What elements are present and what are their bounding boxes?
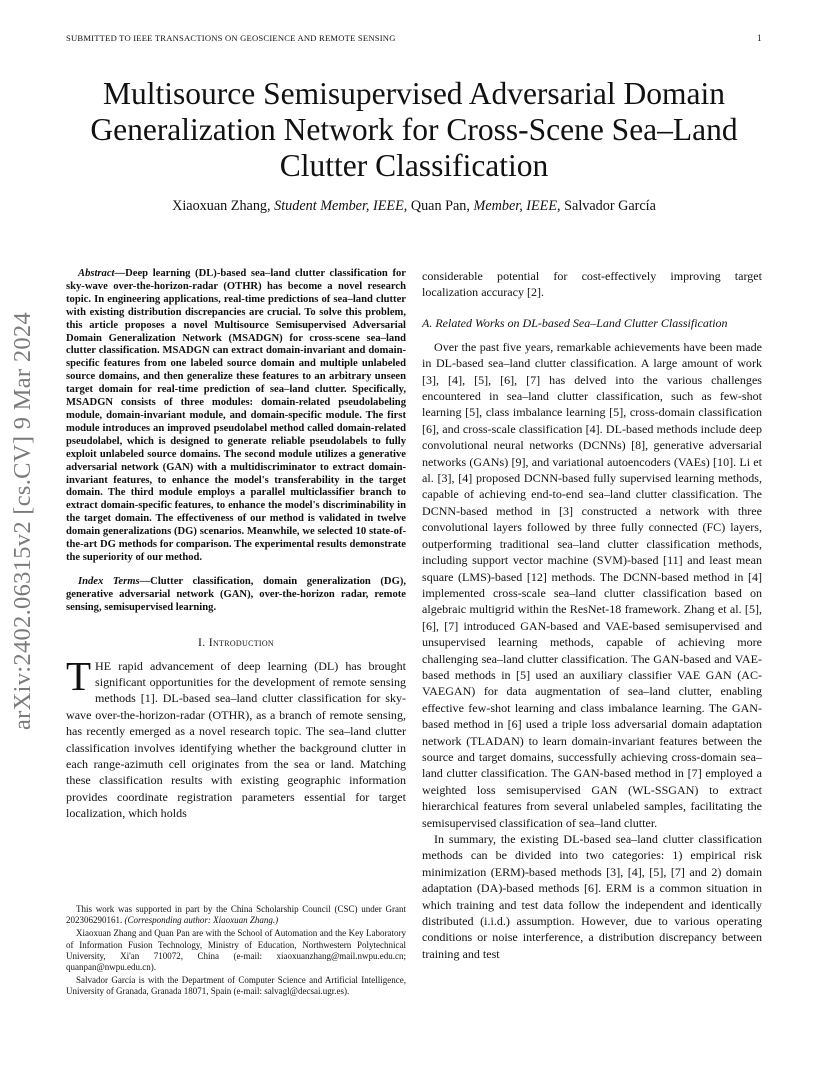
footnote-affiliation-1: Xiaoxuan Zhang and Quan Pan are with the School of Automation and the Key Laboratory of Information Fusion Technology, Ministry of Education, Northwestern Polytechnical University, Xi'an 710072, China (e-mail: xiaoxuanzhang@mail.nwpu.edu.cn; quanpan@nwpu.edu.cn). — [66, 928, 406, 973]
intro-continuation: considerable potential for cost-effectively improving target localization accuracy [2]. — [422, 269, 762, 300]
footnote-affiliation-2: Salvador García is with the Department of Computer Science and Artificial Intelligence, University of Granada, Granada 18071, Spain (e-mail: salvagl@decsai.ugr.es). — [66, 975, 406, 997]
index-terms — [66, 576, 406, 615]
footnotes — [66, 904, 406, 1000]
abstract-text: —Deep learning (DL)-based sea–land clutter classification for sky-wave over-the-horizon-radar (OTHR) has become a novel research topic. In engineering applications, real-time predictions of sea–land clutter with existing distribution discrepancies are crucial. To solve this problem, this article proposes a novel Multisource Semisupervised Adversarial Domain Generalization Network (MSADGN) for cross-scene sea–land clutter classification. MSADGN can extract domain-invariant and domain-specific features from one labeled source domain and multiple unlabeled source domains, and then generalize these features to an arbitrary unseen target domain for real-time prediction of sea–land clutter. Specifically, MSADGN consists of three modules: domain-related pseudolabeling module, domain-invariant module, and domain-specific module. The first module introduces an improved pseudolabel method called domain-related pseudolabel, which is designed to generate reliable pseudolabels to fully exploit unlabeled source domains. The second module utilizes a generative adversarial network (GAN) with a multidiscriminator to extract domain-invariant features, to enhance the model's transferability in the target domain. The third module employs a parallel multiclassifier branch to extract domain-specific features, to enhance the model's discriminability in the target domain. The effectiveness of our method is validated in twelve domain generalizations (DG) scenarios. Meanwhile, we selected 10 state-of-the-art DG methods for comparison. The experimental results demonstrate the superiority of our method. — [66, 268, 406, 563]
running-head: SUBMITTED TO IEEE TRANSACTIONS ON GEOSCIENCE AND REMOTE SENSING — [66, 33, 396, 43]
author-line — [60, 198, 768, 215]
related-works-paragraph-2: In summary, the existing DL-based sea–land clutter classification methods can be divided into two categories: 1) empirical risk minimization (ERM)-based methods [3], [4], [5], [7] and 2) domain adaptation (DA)-based methods [6]. ERM is a common situation in which training and test data follow the independent and identically distributed (i.i.d.) assumption. However, due to various operating conditions or noise interference, a distribution discrepancy between training and test — [422, 832, 762, 961]
author-1: Xiaoxuan Zhang, — [172, 198, 271, 214]
paper-title: Multisource Semisupervised Adversarial Domain Generalization Network for Cross-Scene Sea–Land Clutter Classification — [90, 76, 738, 183]
index-terms-label: Index Terms — [78, 575, 140, 587]
abstract-label: Abstract — [78, 268, 115, 279]
intro-text: HE rapid advancement of deep learning (DL) has brought significant opportunities for the development of remote sensing methods [1]. DL-based sea–land clutter classification for sky-wave over-the-horizon-radar (OTHR), as a branch of remote sensing, has recently emerged as a novel research topic. The sea–land clutter classification involves identifying whether the background clutter in each range-azimuth cell originates from the sea or land. Matching these classification results with existing geographic information provides coordinate registration parameters essential for target localization, which holds — [66, 658, 406, 821]
arxiv-stamp: arXiv:2402.06315v2 [cs.CV] 9 Mar 2024 — [9, 311, 36, 731]
author-3: , Salvador García — [557, 198, 656, 214]
left-column — [66, 268, 406, 822]
author-1-role: Student Member, IEEE — [274, 198, 404, 214]
right-column — [422, 268, 762, 962]
author-2-role: Member, IEEE — [473, 198, 558, 214]
abstract — [66, 268, 406, 565]
footnote-corresponding: (Corresponding author: Xiaoxuan Zhang.) — [124, 915, 279, 926]
related-works-paragraph-1: Over the past five years, remarkable achievements have been made in DL-based sea–land clutter classification. A large amount of work [3], [4], [5], [6], [7] has delved into the various challenges encountered in sea–land clutter classification, such as few-shot learning [5], class imbalance learning [5], cross-domain classification [6], and cross-scale classification [4]. DL-based methods include deep convolutional neural networks (DCNNs) [8], generative adversarial networks (GANs) [9], and variational autoencoders (VAEs) [10]. Li et al. [3], [4] proposed DCNN-based fully supervised learning methods, capable of achieving end-to-end sea–land clutter classification. The DCNN-based method in [3] constructed a network with three convolutional layers followed by three fully connected (FC) layers, outperforming traditional sea–land clutter classification methods, including support vector machine (SVM)-based [11] and least mean square (LMS)-based [12] methods. The DCNN-based method in [4] implemented cross-scale sea–land clutter classification based on algebraic multigrid within the ResNet-18 framework. Zhang et al. [5], [6], [7] introduced GAN-based and VAE-based semisupervised and unsupervised learning methods, capable of achieving more challenging sea–land clutter classification. The GAN-based and VAE-based methods in [5] used an auxiliary classifier VAE GAN (AC-VAEGAN) for data augmentation of sea–land clutter, enabling effective few-shot learning and class imbalance learning. The GAN-based method in [6] used a triple loss adversarial domain adaptation network (TLADAN) to learn domain-invariant features between the source and target domains, successfully achieving cross-domain sea–land clutter classification. The GAN-based method in [7] employed a weighted loss semisupervised GAN (WL-SSGAN) to extract hierarchical features from several unlabeled samples, facilitating the semisupervised classification of sea–land clutter. — [422, 339, 762, 830]
footnote-funding — [66, 904, 406, 926]
dropcap: T — [66, 652, 92, 699]
page-number: 1 — [757, 33, 762, 43]
intro-paragraph — [66, 652, 406, 822]
index-terms-text: —Clutter classification, domain generalization (DG), generative adversarial network (GAN), over-the-horizon radar, remote sensing, semisupervised learning. — [66, 575, 406, 613]
subsection-heading-related-works: A. Related Works on DL-based Sea–Land Clutter Classification — [422, 315, 728, 330]
author-2: , Quan Pan, — [403, 198, 470, 214]
section-heading-introduction: I. Introduction — [197, 634, 275, 649]
footnote-funding-text: This work was supported in part by the China Scholarship Council (CSC) under Grant 202306290161. — [66, 904, 406, 926]
